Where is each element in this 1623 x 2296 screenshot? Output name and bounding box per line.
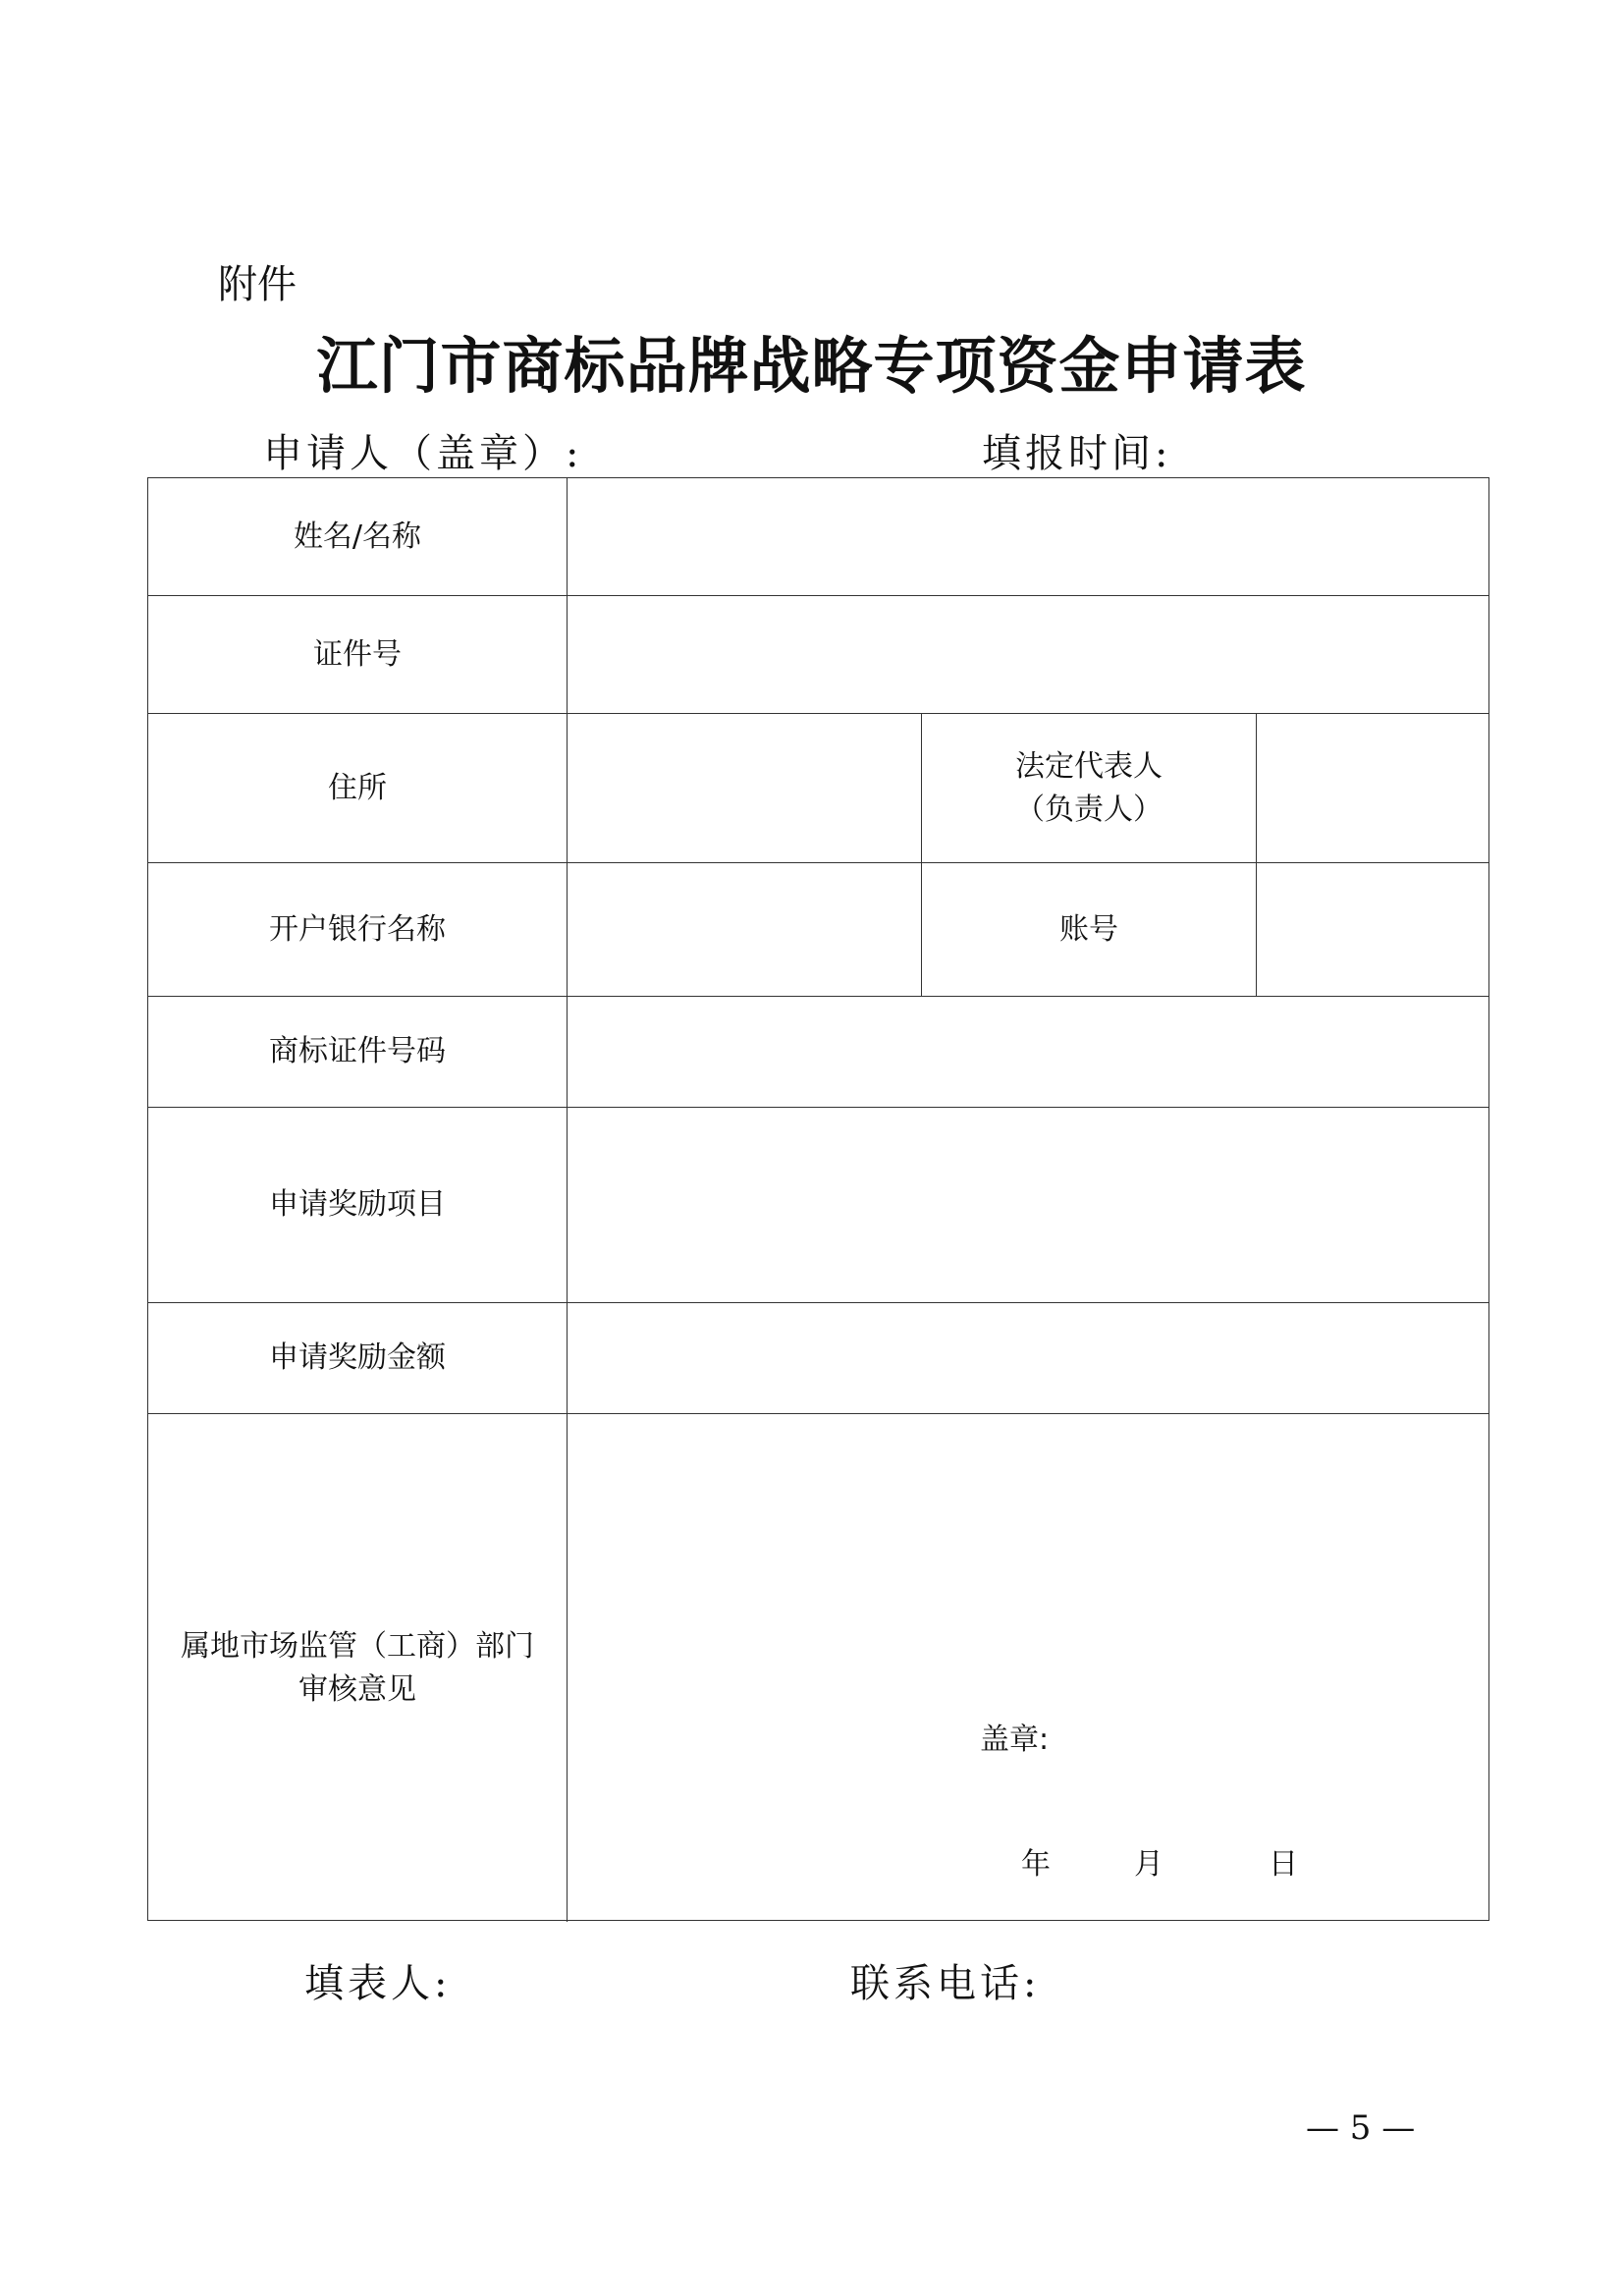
application-form-table xyxy=(147,477,1489,1921)
legal-rep-label-line1: 法定代表人 xyxy=(1015,748,1163,784)
name-label: 姓名/名称 xyxy=(148,478,568,595)
review-label xyxy=(148,1414,568,1922)
row-award-item xyxy=(148,1108,1488,1303)
address-label: 住所 xyxy=(148,714,568,862)
row-award-amount xyxy=(148,1303,1488,1414)
bank-label: 开户银行名称 xyxy=(148,863,568,996)
award-item-field[interactable] xyxy=(568,1108,1488,1302)
account-field[interactable] xyxy=(1257,863,1488,996)
row-bank xyxy=(148,863,1488,997)
applicant-seal-label: 申请人（盖章）: xyxy=(263,431,583,476)
legal-rep-field[interactable] xyxy=(1257,714,1488,862)
trademark-cert-field[interactable] xyxy=(568,997,1488,1107)
account-label: 账号 xyxy=(922,863,1257,996)
fill-date-label: 填报时间: xyxy=(982,431,1172,476)
row-address xyxy=(148,714,1488,863)
review-label-line2: 审核意见 xyxy=(298,1671,416,1707)
award-amount-field[interactable] xyxy=(568,1303,1488,1413)
seal-label: 盖章: xyxy=(980,1722,1050,1757)
award-item-label: 申请奖励项目 xyxy=(148,1108,568,1302)
legal-rep-label xyxy=(922,714,1257,862)
address-field[interactable] xyxy=(568,714,922,862)
award-amount-label: 申请奖励金额 xyxy=(148,1303,568,1413)
review-label-line1: 属地市场监管（工商）部门 xyxy=(181,1628,534,1664)
date-year-label: 年 xyxy=(1021,1847,1051,1882)
trademark-cert-label: 商标证件号码 xyxy=(148,997,568,1107)
filler-label: 填表人: xyxy=(304,1961,452,2006)
phone-label: 联系电话: xyxy=(850,1961,1041,2006)
bank-field[interactable] xyxy=(568,863,922,996)
date-month-label: 月 xyxy=(1134,1847,1163,1882)
attachment-label: 附件 xyxy=(218,262,297,307)
form-title: 江门市商标品牌战略专项资金申请表 xyxy=(316,330,1307,402)
row-id xyxy=(148,596,1488,714)
name-field[interactable] xyxy=(568,478,1488,595)
row-name xyxy=(148,478,1488,596)
id-field[interactable] xyxy=(568,596,1488,713)
date-day-label: 日 xyxy=(1269,1847,1298,1882)
legal-rep-label-line2: （负责人） xyxy=(1015,792,1163,827)
id-label: 证件号 xyxy=(148,596,568,713)
page-number: — 5 — xyxy=(1306,2108,1416,2148)
row-trademark xyxy=(148,997,1488,1108)
